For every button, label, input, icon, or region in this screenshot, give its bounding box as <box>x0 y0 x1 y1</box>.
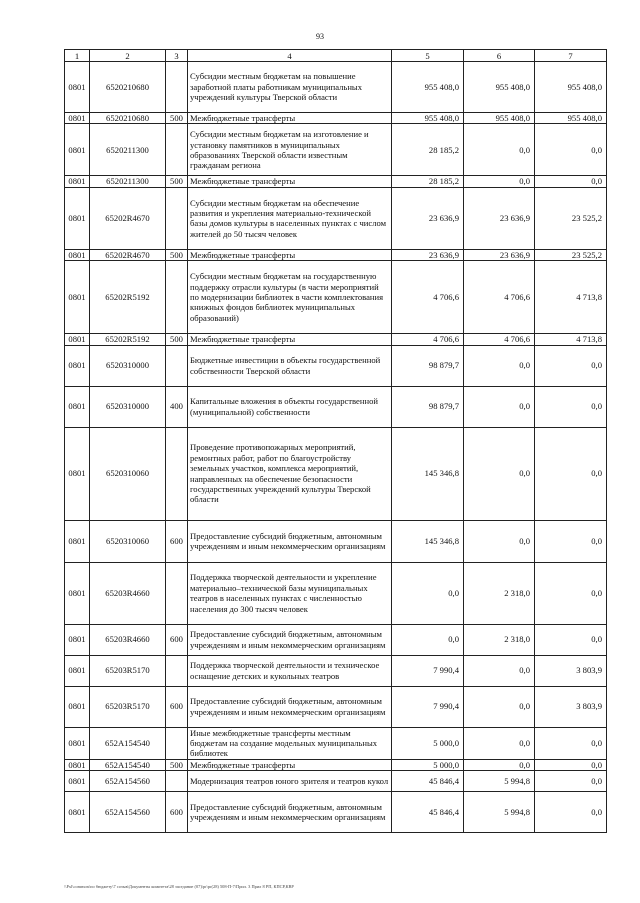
row-section-cell: 0801 <box>65 727 90 759</box>
row-code-cell: 652A154560 <box>90 771 166 792</box>
row-type-cell: 500 <box>166 113 188 124</box>
row-value-col7: 0,0 <box>535 727 607 759</box>
row-value-col5: 45 846,4 <box>392 771 464 792</box>
table-row <box>65 345 607 386</box>
row-value-col6: 5 994,8 <box>464 771 535 792</box>
row-description: Капитальные вложения в объекты государственной (муниципальной) собственности <box>188 386 392 427</box>
table-row <box>65 759 607 770</box>
row-value-col7: 3 803,9 <box>535 655 607 686</box>
row-code-cell: 65202R4670 <box>90 249 166 260</box>
row-section-cell: 0801 <box>65 176 90 187</box>
row-value-col5: 5 000,0 <box>392 727 464 759</box>
budget-table <box>64 49 607 833</box>
header-cell: 6 <box>464 50 535 62</box>
row-section-cell: 0801 <box>65 124 90 176</box>
row-value-col7: 0,0 <box>535 386 607 427</box>
row-value-col7: 955 408,0 <box>535 113 607 124</box>
header-cell: 5 <box>392 50 464 62</box>
row-value-col7: 0,0 <box>535 345 607 386</box>
row-value-col7: 3 803,9 <box>535 686 607 727</box>
row-type-cell <box>166 187 188 249</box>
page-number: 93 <box>316 32 324 41</box>
row-code-cell: 65203R5170 <box>90 686 166 727</box>
header-cell: 1 <box>65 50 90 62</box>
table-row <box>65 792 607 833</box>
row-value-col7: 23 525,2 <box>535 249 607 260</box>
row-section-cell: 0801 <box>65 792 90 833</box>
row-section-cell: 0801 <box>65 345 90 386</box>
row-value-col6: 4 706,6 <box>464 334 535 345</box>
row-value-col5: 98 879,7 <box>392 345 464 386</box>
row-code-cell: 65202R5192 <box>90 261 166 334</box>
row-description: Предоставление субсидий бюджетным, автономным учреждениям и иным некоммерческим организациям <box>188 792 392 833</box>
table-row <box>65 686 607 727</box>
table-row <box>65 655 607 686</box>
row-value-col5: 4 706,6 <box>392 334 464 345</box>
row-description: Иные межбюджетные трансферты местным бюджетам на создание модельных муниципальных библиотек <box>188 727 392 759</box>
row-type-cell <box>166 261 188 334</box>
row-section-cell: 0801 <box>65 427 90 520</box>
row-description: Поддержка творческой деятельности и укрепление материально–технической базы муниципальных театров в населенных пунктах с численностью населения до 300 тысяч человек <box>188 562 392 624</box>
row-code-cell: 6520310000 <box>90 386 166 427</box>
header-cell: 4 <box>188 50 392 62</box>
table-row <box>65 62 607 113</box>
row-value-col6: 0,0 <box>464 176 535 187</box>
row-code-cell: 65203R5170 <box>90 655 166 686</box>
row-type-cell: 600 <box>166 624 188 655</box>
row-value-col6: 0,0 <box>464 124 535 176</box>
table-row <box>65 187 607 249</box>
table-row <box>65 386 607 427</box>
row-value-col6: 955 408,0 <box>464 113 535 124</box>
row-description: Межбюджетные трансферты <box>188 113 392 124</box>
row-section-cell: 0801 <box>65 62 90 113</box>
table-row <box>65 771 607 792</box>
row-value-col6: 0,0 <box>464 727 535 759</box>
row-description: Модернизация театров юного зрителя и театров кукол <box>188 771 392 792</box>
row-description: Субсидии местным бюджетам на повышение заработной платы работникам муниципальных учреждений культуры Тверской области <box>188 62 392 113</box>
row-value-col5: 0,0 <box>392 562 464 624</box>
row-section-cell: 0801 <box>65 386 90 427</box>
row-value-col5: 955 408,0 <box>392 62 464 113</box>
row-value-col6: 0,0 <box>464 386 535 427</box>
row-section-cell: 0801 <box>65 187 90 249</box>
row-code-cell: 6520210680 <box>90 62 166 113</box>
row-value-col5: 7 990,4 <box>392 655 464 686</box>
row-type-cell <box>166 562 188 624</box>
row-type-cell <box>166 62 188 113</box>
row-section-cell: 0801 <box>65 562 90 624</box>
header-row <box>65 50 607 62</box>
row-code-cell: 65202R4670 <box>90 187 166 249</box>
row-type-cell: 500 <box>166 249 188 260</box>
row-description: Субсидии местным бюджетам на изготовление и установку памятников в муниципальных образованиях Тверской области известным гражданам региона <box>188 124 392 176</box>
table-row <box>65 176 607 187</box>
row-type-cell: 600 <box>166 520 188 562</box>
row-value-col6: 0,0 <box>464 759 535 770</box>
row-value-col5: 5 000,0 <box>392 759 464 770</box>
header-cell: 2 <box>90 50 166 62</box>
row-value-col5: 23 636,9 <box>392 249 464 260</box>
row-code-cell: 65202R5192 <box>90 334 166 345</box>
row-type-cell <box>166 771 188 792</box>
row-section-cell: 0801 <box>65 334 90 345</box>
row-value-col7: 0,0 <box>535 520 607 562</box>
row-value-col5: 28 185,2 <box>392 124 464 176</box>
row-description: Субсидии местным бюджетам на обеспечение развития и укрепления материально-технической базы домов культуры в населенных пунктах с числом жителей до 50 тысяч человек <box>188 187 392 249</box>
row-value-col5: 7 990,4 <box>392 686 464 727</box>
row-type-cell: 500 <box>166 759 188 770</box>
row-value-col7: 0,0 <box>535 427 607 520</box>
row-type-cell: 600 <box>166 792 188 833</box>
table-row <box>65 249 607 260</box>
row-description: Межбюджетные трансферты <box>188 334 392 345</box>
row-section-cell: 0801 <box>65 655 90 686</box>
row-value-col5: 4 706,6 <box>392 261 464 334</box>
row-value-col6: 0,0 <box>464 427 535 520</box>
row-value-col7: 0,0 <box>535 771 607 792</box>
table-row <box>65 727 607 759</box>
row-type-cell <box>166 124 188 176</box>
table-row <box>65 124 607 176</box>
row-value-col6: 4 706,6 <box>464 261 535 334</box>
row-value-col6: 23 636,9 <box>464 249 535 260</box>
row-section-cell: 0801 <box>65 759 90 770</box>
row-value-col6: 0,0 <box>464 655 535 686</box>
row-code-cell: 65203R4660 <box>90 624 166 655</box>
row-value-col6: 23 636,9 <box>464 187 535 249</box>
row-type-cell: 600 <box>166 686 188 727</box>
row-section-cell: 0801 <box>65 520 90 562</box>
table-row <box>65 427 607 520</box>
row-code-cell: 6520310060 <box>90 427 166 520</box>
row-code-cell: 6520211300 <box>90 176 166 187</box>
row-value-col6: 0,0 <box>464 686 535 727</box>
row-section-cell: 0801 <box>65 624 90 655</box>
table-row <box>65 520 607 562</box>
row-code-cell: 652A154540 <box>90 727 166 759</box>
row-value-col5: 23 636,9 <box>392 187 464 249</box>
header-cell: 3 <box>166 50 188 62</box>
header-cell: 7 <box>535 50 607 62</box>
row-section-cell: 0801 <box>65 249 90 260</box>
row-description: Субсидии местным бюджетам на государственную поддержку отрасли культуры (в части мероприятий по модернизации библиотек в части комплектования книжных фондов библиотек муниципальных образований) <box>188 261 392 334</box>
row-value-col7: 0,0 <box>535 759 607 770</box>
row-value-col6: 0,0 <box>464 345 535 386</box>
row-code-cell: 652A154560 <box>90 792 166 833</box>
row-value-col5: 45 846,4 <box>392 792 464 833</box>
row-code-cell: 6520211300 <box>90 124 166 176</box>
row-description: Бюджетные инвестиции в объекты государственной собственности Тверской области <box>188 345 392 386</box>
table-row <box>65 261 607 334</box>
table-row <box>65 113 607 124</box>
row-value-col7: 23 525,2 <box>535 187 607 249</box>
row-description: Поддержка творческой деятельности и техническое оснащение детских и кукольных театров <box>188 655 392 686</box>
row-type-cell <box>166 727 188 759</box>
row-value-col6: 5 994,8 <box>464 792 535 833</box>
file-path-footer: \\Pxl\common\по бюджету\7 созыв\Документы комитета\28 заседание (07)\pr\pr(28) 508-П-7\Прил. 3 Прил 8 РП, КПСР,КВР <box>64 884 294 889</box>
row-type-cell: 500 <box>166 176 188 187</box>
row-code-cell: 6520310060 <box>90 520 166 562</box>
row-type-cell <box>166 655 188 686</box>
row-description: Предоставление субсидий бюджетным, автономным учреждениям и иным некоммерческим организациям <box>188 686 392 727</box>
row-value-col7: 0,0 <box>535 624 607 655</box>
row-value-col7: 955 408,0 <box>535 62 607 113</box>
row-value-col7: 4 713,8 <box>535 261 607 334</box>
row-description: Предоставление субсидий бюджетным, автономным учреждениям и иным некоммерческим организациям <box>188 624 392 655</box>
row-value-col6: 2 318,0 <box>464 624 535 655</box>
row-description: Межбюджетные трансферты <box>188 759 392 770</box>
row-type-cell <box>166 345 188 386</box>
row-code-cell: 652A154540 <box>90 759 166 770</box>
table-row <box>65 624 607 655</box>
row-value-col6: 955 408,0 <box>464 62 535 113</box>
row-section-cell: 0801 <box>65 261 90 334</box>
row-description: Предоставление субсидий бюджетным, автономным учреждениям и иным некоммерческим организациям <box>188 520 392 562</box>
row-section-cell: 0801 <box>65 113 90 124</box>
table-row <box>65 334 607 345</box>
row-value-col7: 0,0 <box>535 562 607 624</box>
row-value-col6: 0,0 <box>464 520 535 562</box>
row-type-cell: 400 <box>166 386 188 427</box>
row-value-col5: 28 185,2 <box>392 176 464 187</box>
row-description: Проведение противопожарных мероприятий, ремонтных работ, работ по благоустройству земельных участков, комплекса мероприятий, направленных на обеспечение безопасности государственных учреждений культуры Тверской области <box>188 427 392 520</box>
row-code-cell: 6520210680 <box>90 113 166 124</box>
table-row <box>65 562 607 624</box>
row-value-col5: 145 346,8 <box>392 427 464 520</box>
row-value-col5: 0,0 <box>392 624 464 655</box>
row-code-cell: 6520310000 <box>90 345 166 386</box>
row-code-cell: 65203R4660 <box>90 562 166 624</box>
row-section-cell: 0801 <box>65 686 90 727</box>
row-value-col5: 955 408,0 <box>392 113 464 124</box>
row-value-col7: 4 713,8 <box>535 334 607 345</box>
row-value-col6: 2 318,0 <box>464 562 535 624</box>
row-value-col5: 145 346,8 <box>392 520 464 562</box>
row-description: Межбюджетные трансферты <box>188 249 392 260</box>
row-type-cell <box>166 427 188 520</box>
row-section-cell: 0801 <box>65 771 90 792</box>
row-value-col5: 98 879,7 <box>392 386 464 427</box>
row-value-col7: 0,0 <box>535 124 607 176</box>
row-value-col7: 0,0 <box>535 792 607 833</box>
row-description: Межбюджетные трансферты <box>188 176 392 187</box>
row-type-cell: 500 <box>166 334 188 345</box>
row-value-col7: 0,0 <box>535 176 607 187</box>
